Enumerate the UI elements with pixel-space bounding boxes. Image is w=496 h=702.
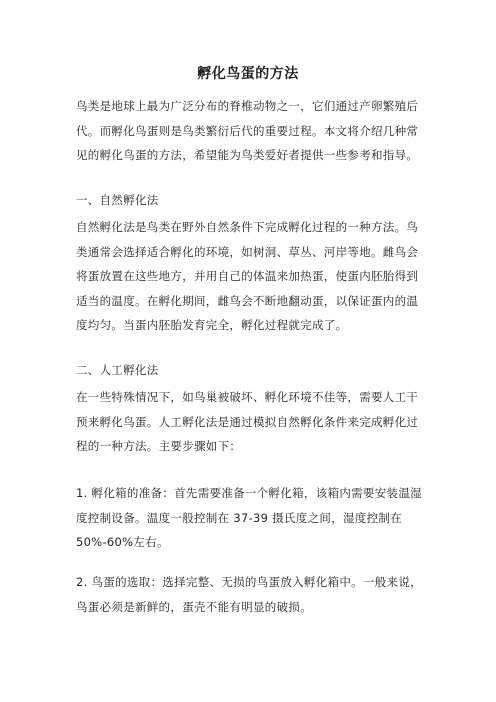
text-line: 见的孵化鸟蛋的方法，希望能为鸟类爱好者提供一些参考和指导。 xyxy=(76,148,419,162)
text-line: 预来孵化鸟蛋。人工孵化法是通过模拟自然孵化条件来完成孵化过 xyxy=(76,414,419,429)
natural-paragraph xyxy=(76,215,424,338)
text-line: 将蛋放置在这些地方，并用自己的体温来加热蛋，使蛋内胚胎得到 xyxy=(76,269,419,283)
section-heading-natural: 一、自然孵化法 xyxy=(76,193,159,207)
text-line: 度均匀。当蛋内胚胎发育完全，孵化过程就完成了。 xyxy=(76,318,348,332)
text-line: 2. 鸟蛋的选取：选择完整、无损的鸟蛋放入孵化箱中。一般来说， xyxy=(76,575,422,589)
page-title: 孵化鸟蛋的方法 xyxy=(197,66,299,82)
text-line: 鸟蛋必须是新鲜的，蛋壳不能有明显的破损。 xyxy=(76,599,312,614)
step-1-paragraph xyxy=(76,481,424,555)
text-line: 50%-60%左右。 xyxy=(76,535,169,549)
artificial-paragraph xyxy=(76,385,424,459)
text-line: 自然孵化法是鸟类在野外自然条件下完成孵化过程的一种方法。鸟 xyxy=(76,220,419,234)
intro-paragraph xyxy=(76,94,424,168)
text-line: 度控制设备。温度一般控制在 37-39 摄氏度之间，湿度控制在 xyxy=(76,510,403,525)
text-line: 适当的温度。在孵化期间，雌鸟会不断地翻动蛋，以保证蛋内的温 xyxy=(76,293,419,308)
text-line: 1. 孵化箱的准备：首先需要准备一个孵化箱，该箱内需要安装温湿 xyxy=(76,486,422,500)
text-line: 鸟类是地球上最为广泛分布的脊椎动物之一，它们通过产卵繁殖后 xyxy=(76,99,419,113)
step-2-paragraph xyxy=(76,570,424,619)
section-heading-artificial: 二、人工孵化法 xyxy=(76,363,159,377)
text-line: 类通常会选择适合孵化的环境，如树洞、草丛、河岸等地。雌鸟会 xyxy=(76,244,419,259)
text-line: 程的一种方法。主要步骤如下： xyxy=(76,439,242,453)
text-line: 代。而孵化鸟蛋则是鸟类繁衍后代的重要过程。本文将介绍几种常 xyxy=(76,123,419,138)
text-line: 在一些特殊情况下，如鸟巢被破坏、孵化环境不佳等，需要人工干 xyxy=(76,390,419,404)
